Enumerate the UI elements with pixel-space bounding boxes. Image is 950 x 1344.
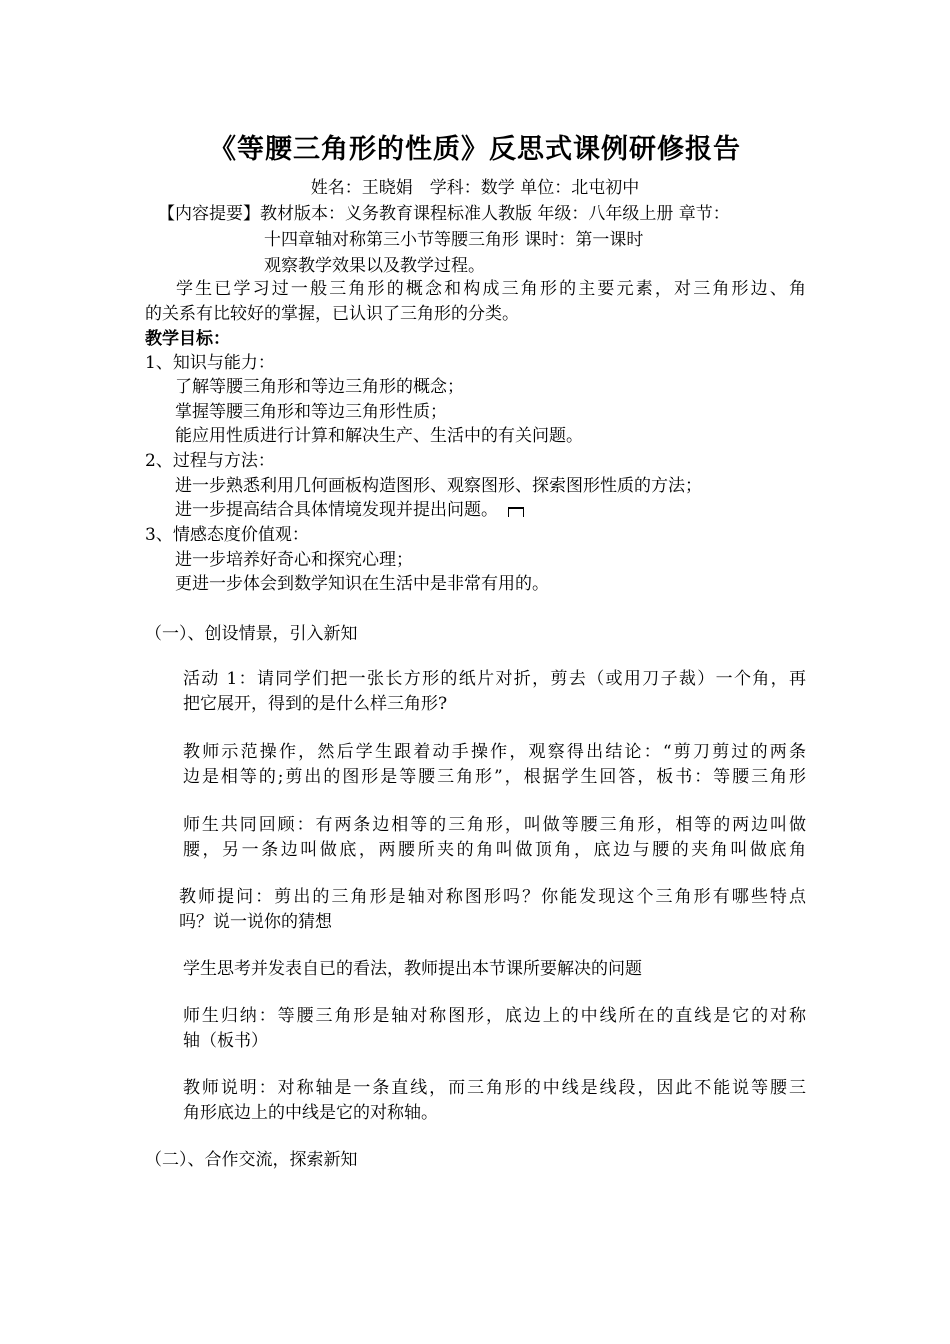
objective-section-heading: 3、情感态度价值观：: [145, 525, 309, 545]
author-line: 姓名：王晓娟 学科：数学 单位：北屯初中: [310, 178, 640, 198]
document-title: 《等腰三角形的性质》反思式课例研修报告: [209, 134, 741, 165]
section-heading-part1: （一）、创设情景，引入新知: [145, 624, 358, 644]
paragraph-line: 教师说明：对称轴是一条直线，而三角形的中线是线段，因此不能说等腰三: [183, 1078, 806, 1098]
paragraph-line: 活动 1：请同学们把一张长方形的纸片对折，剪去（或用刀子裁）一个角，再: [183, 669, 806, 689]
section-heading-part2: （二）、合作交流，探索新知: [145, 1150, 358, 1170]
text-cursor-icon: [508, 507, 524, 517]
objective-section-heading: 2、过程与方法：: [145, 451, 275, 471]
intro-line-2: 的关系有比较好的掌握，已认识了三角形的分类。: [145, 304, 519, 324]
paragraph-line: 师生归纳：等腰三角形是轴对称图形，底边上的中线所在的直线是它的对称: [183, 1006, 806, 1026]
paragraph-line: 吗？说一说你的猜想: [179, 912, 332, 932]
objectives-heading: 教学目标：: [145, 329, 230, 349]
objective-item: 进一步培养好奇心和探究心理；: [175, 550, 413, 570]
objective-section-heading: 1、知识与能力：: [145, 353, 275, 373]
objective-item: 能应用性质进行计算和解决生产、生活中的有关问题。: [175, 426, 583, 446]
objective-item: 了解等腰三角形和等边三角形的概念；: [175, 377, 464, 397]
paragraph-line: 把它展开，得到的是什么样三角形?: [183, 694, 448, 714]
objective-item-text: 进一步提高结合具体情境发现并提出问题。: [175, 500, 498, 520]
paragraph-line: 教师提问：剪出的三角形是轴对称图形吗？你能发现这个三角形有哪些特点: [179, 887, 806, 907]
paragraph-line: 边是相等的;剪出的图形是等腰三角形”，根据学生回答，板书：等腰三角形: [183, 767, 806, 787]
objective-item: 掌握等腰三角形和等边三角形性质；: [175, 402, 447, 422]
objective-item: [175, 498, 524, 522]
paragraph-line: 腰，另一条边叫做底，两腰所夹的角叫做顶角，底边与腰的夹角叫做底角: [183, 840, 806, 860]
paragraph-line: 师生共同回顾：有两条边相等的三角形，叫做等腰三角形，相等的两边叫做: [183, 815, 806, 835]
intro-line-1: 学生已学习过一般三角形的概念和构成三角形的主要元素，对三角形边、角: [176, 279, 806, 299]
summary-line-3: 观察教学效果以及教学过程。: [264, 256, 485, 276]
paragraph-line: 教师示范操作，然后学生跟着动手操作，观察得出结论：“剪刀剪过的两条: [183, 742, 806, 762]
objective-item: 更进一步体会到数学知识在生活中是非常有用的。: [175, 574, 549, 594]
objective-item: 进一步熟悉利用几何画板构造图形、观察图形、探索图形性质的方法；: [175, 476, 702, 496]
summary-line-2: 十四章轴对称第三小节等腰三角形 课时：第一课时: [264, 230, 644, 250]
summary-line-1: 【内容提要】教材版本：义务教育课程标准人教版 年级：八年级上册 章节：: [158, 204, 730, 224]
paragraph-line: 角形底边上的中线是它的对称轴。: [183, 1103, 438, 1123]
paragraph-line: 轴（板书）: [183, 1031, 268, 1051]
paragraph-line: 学生思考并发表自已的看法，教师提出本节课所要解决的问题: [183, 959, 642, 979]
